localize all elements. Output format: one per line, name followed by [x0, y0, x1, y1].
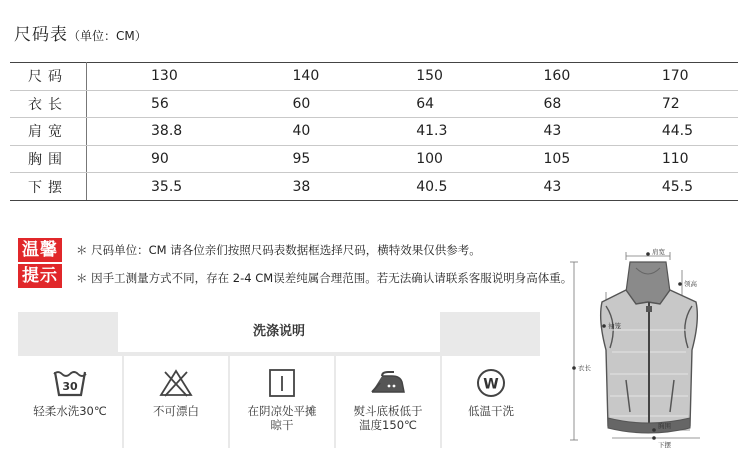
table-row [10, 90, 738, 118]
size-table [10, 62, 738, 201]
care-title: 洗涤说明 [118, 312, 440, 352]
care-label: 低温干洗 [468, 404, 514, 418]
size-unit-note: ＊ 尺码单位：CM 请各位亲们按照尺码表数据框选择尺码，横特效果仅供参考。 [76, 243, 481, 257]
table-cell: 72 [614, 90, 738, 118]
table-cell: 110 [614, 145, 738, 173]
table-cell: 43 [494, 118, 614, 146]
page-title [14, 20, 147, 45]
table-row [10, 145, 738, 173]
vest-label-length: 衣长 [578, 364, 591, 372]
care-label: 熨斗底板低于 温度150℃ [353, 404, 423, 432]
table-cell: 150 [366, 63, 493, 91]
svg-text:30: 30 [62, 380, 78, 393]
table-cell: 90 [87, 145, 237, 173]
table-cell: 100 [366, 145, 493, 173]
table-cell: 44.5 [614, 118, 738, 146]
table-cell: 105 [494, 145, 614, 173]
table-cell: 64 [366, 90, 493, 118]
table-cell: 45.5 [614, 173, 738, 201]
table-cell: 95 [237, 145, 367, 173]
svg-text:W: W [483, 376, 499, 393]
table-cell: 68 [494, 90, 614, 118]
vest-label-collar: 领高 [684, 280, 697, 288]
table-cell: 130 [87, 63, 237, 91]
table-cell: 160 [494, 63, 614, 91]
table-cell: 38 [237, 173, 367, 201]
care-item-dry [230, 356, 334, 448]
vest-label-shoulder: 肩宽 [652, 248, 665, 256]
vest-measurement-diagram [562, 240, 734, 450]
care-instructions-panel [18, 312, 540, 448]
table-cell: 170 [614, 63, 738, 91]
table-cell: 40.5 [366, 173, 493, 201]
row-header: 衣长 [10, 90, 87, 118]
row-header: 下摆 [10, 173, 87, 201]
table-row [10, 118, 738, 146]
care-item-dryclean [442, 356, 540, 448]
row-header: 尺码 [10, 63, 87, 91]
table-cell: 41.3 [366, 118, 493, 146]
table-cell: 43 [494, 173, 614, 201]
dry-flat-shade-icon [265, 368, 299, 398]
table-cell: 140 [237, 63, 367, 91]
care-item-bleach [124, 356, 228, 448]
table-row [10, 63, 738, 91]
tip-label-top: 温馨 [18, 238, 62, 262]
title-unit: （单位：CM） [68, 29, 147, 43]
care-item-wash [18, 356, 122, 448]
table-cell: 40 [237, 118, 367, 146]
table-cell: 56 [87, 90, 237, 118]
care-label: 不可漂白 [153, 404, 199, 418]
wash-30-icon [53, 368, 87, 398]
row-header: 肩宽 [10, 118, 87, 146]
dry-clean-icon [475, 368, 507, 398]
iron-icon [368, 368, 408, 398]
vest-label-chest: 胸围 [658, 422, 671, 430]
table-cell: 35.5 [87, 173, 237, 201]
row-header: 胸围 [10, 145, 87, 173]
tip-label-bottom: 提示 [18, 264, 62, 288]
care-label: 在阴凉处平摊 晾干 [247, 404, 317, 432]
measurement-error-note: ＊ 因手工测量方式不同，存在 2-4 CM误差纯属合理范围。若无法确认请联系客服说明身高体重。 [76, 271, 573, 285]
table-cell: 38.8 [87, 118, 237, 146]
table-cell: 60 [237, 90, 367, 118]
table-row [10, 173, 738, 201]
care-label: 轻柔水洗30℃ [33, 404, 107, 418]
vest-label-hem: 下摆 [658, 441, 671, 449]
title-text: 尺码表 [14, 25, 68, 45]
no-bleach-icon [159, 368, 193, 398]
vest-label-armhole: 袖笼 [608, 322, 621, 330]
care-item-iron [336, 356, 440, 448]
